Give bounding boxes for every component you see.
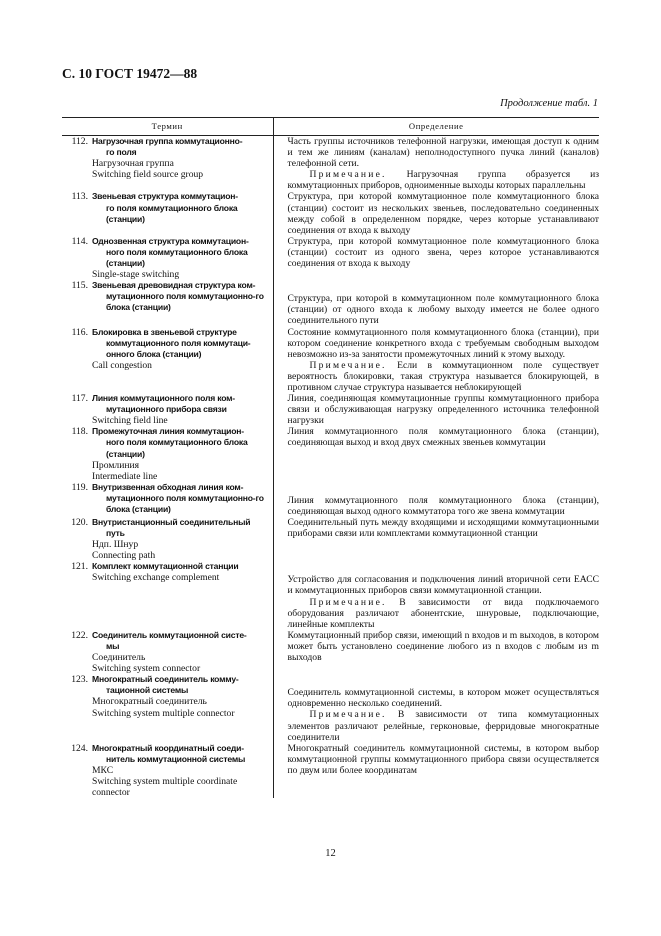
term-synonym: Switching system multiple coordinate connector <box>92 775 238 799</box>
term-name: Внутристанционный соединительный <box>92 517 251 527</box>
term-name-continued: путь <box>106 528 125 539</box>
term-name: Комплект коммутационной станции <box>92 561 239 572</box>
table-body <box>62 136 599 799</box>
term-name-continued: мутационного поля коммутационно-го блока (станции) <box>106 492 264 514</box>
definition-text: Часть группы источников телефонной нагрузки, имеющая доступ к одним и тем же линиям (каналам) неполнодоступного пучка линий (каналов) телефонной сети. <box>287 136 599 170</box>
term-name-continued: мутационного поля коммутационно-го блока (станции) <box>106 291 264 313</box>
definition-cell <box>273 630 599 674</box>
term-name-continued: ного поля коммутационного блока (станции) <box>106 246 248 269</box>
definition-cell <box>273 561 599 629</box>
table-row <box>62 191 599 235</box>
definition-cell <box>273 280 599 326</box>
term-number: 117. <box>71 393 88 405</box>
definition-text: Линия коммутационного поля коммутационного блока (станции), соединяющая выход одного коммутатора того же звена коммутации <box>287 494 599 517</box>
term-synonym: Switching exchange complement <box>92 572 220 584</box>
term-synonym: Intermediate line <box>92 470 158 482</box>
note-text: Если в коммутационном поле существует вероятность блокировки, такая структура называется блокирующей, в противном случае структура называется неблокирующей <box>287 359 599 393</box>
table-row <box>62 482 599 517</box>
term-synonym: Switching field source group <box>92 169 204 181</box>
term-cell <box>62 426 273 481</box>
term-name-continued: го поля коммутационного блока (станции) <box>106 202 238 224</box>
definition-cell <box>273 743 599 798</box>
definition-text: Структура, при которой коммутационное поле коммутационного блока (станции) состоит из одного звена, через которое устанавливаются соединения от входа к выходу <box>287 235 599 270</box>
definition-cell <box>273 674 599 742</box>
term-number: 120. <box>71 517 88 528</box>
definition-text: Соединитель коммутационной системы, в котором может осуществляться одновременно несколько соединений. <box>287 687 599 710</box>
table-row <box>62 236 599 280</box>
term-number: 116. <box>71 326 88 338</box>
note-label: Примечание. <box>309 169 387 181</box>
term-name-continued: нитель коммутационной системы <box>106 753 246 764</box>
table-row <box>62 517 599 561</box>
definition-note <box>288 597 600 630</box>
term-number: 119. <box>71 481 88 493</box>
note-label: Примечание. <box>309 359 387 371</box>
term-name: Линия коммутационного поля ком- <box>92 393 235 404</box>
term-synonym: Switching system connector <box>92 663 201 675</box>
definition-text: Коммутационный прибор связи, имеющий n входов и m выходов, в котором может быть установлено соединение любого из n входов с любым из m выходов <box>287 629 599 664</box>
definition-text: Многократный соединитель коммутационной системы, в котором выбор коммутационной группы коммутационного прибора связи осуществляется по двум или более координатам <box>287 742 599 776</box>
term-name-continued: тационной системы <box>106 685 189 696</box>
definition-note <box>288 709 600 742</box>
table-row <box>62 674 599 742</box>
term-number: 114. <box>71 235 88 247</box>
term-name: Блокировка в звеньевой структуре <box>92 326 237 337</box>
table-caption: Продолжение табл. 1 <box>500 98 598 109</box>
definition-text: Структура, при которой коммутационное поле коммутационного блока (станции) состоит из нескольких звеньев, последовательно соединенных между собой в определенном порядке, через которые устанавливают соединения от входа к выходу <box>287 191 599 236</box>
term-number: 122. <box>71 629 88 641</box>
term-cell <box>62 561 273 629</box>
table-row <box>62 561 599 629</box>
definition-cell <box>273 482 599 517</box>
term-cell <box>62 136 273 192</box>
definition-text: Соединительный путь между входящими и исходящими коммутационными приборами связи или комплектами коммутационной станции <box>287 517 599 540</box>
definition-column-header: Определение <box>273 118 599 136</box>
term-synonym: Соединитель <box>92 652 146 664</box>
note-text: В зависимости от вида подключаемого оборудования различают абонентские, шнуровые, подключающие, линейные комплекты <box>287 596 599 630</box>
term-synonym: Ндп. Шнур <box>92 539 139 551</box>
term-cell <box>62 743 273 798</box>
term-synonym: МКС <box>92 764 114 776</box>
term-name-continued: го поля <box>106 147 137 158</box>
note-label: Примечание. <box>309 596 387 608</box>
term-synonym: Промлиния <box>92 459 140 471</box>
term-number: 115. <box>71 280 88 292</box>
table-row <box>62 280 599 326</box>
term-column-header: Термин <box>62 118 273 136</box>
table-row <box>62 630 599 674</box>
term-synonym: Switching system multiple connector <box>92 707 235 719</box>
term-cell <box>62 393 273 426</box>
term-synonym: Single-stage switching <box>92 269 180 281</box>
term-name: Звеньевая древовидная структура ком- <box>92 280 256 291</box>
term-name: Звеньевая структура коммутацион- <box>92 191 238 202</box>
table-row <box>62 743 599 798</box>
definition-cell <box>273 136 599 192</box>
table-row <box>62 327 599 394</box>
term-cell <box>62 280 273 326</box>
term-name: Многократный соединитель комму- <box>92 674 239 685</box>
term-synonym: Call congestion <box>92 359 152 371</box>
definition-cell <box>273 426 599 481</box>
definition-cell <box>273 191 599 235</box>
table-row <box>62 393 599 426</box>
term-cell <box>62 482 273 517</box>
term-number: 113. <box>71 191 88 203</box>
definition-text: Линия коммутационного поля коммутационного блока (станции), соединяющая выход и вход двух смежных звеньев коммутации <box>287 426 599 449</box>
definition-note <box>288 169 600 191</box>
page-header: С. 10 ГОСТ 19472—88 <box>62 66 198 81</box>
term-number: 112. <box>71 136 88 147</box>
term-name-continued: коммутационного поля коммутаци-онного блока (станции) <box>106 337 251 359</box>
definition-cell <box>273 236 599 280</box>
term-synonym: Connecting path <box>92 550 156 562</box>
page-number: 12 <box>325 848 336 859</box>
definition-note <box>288 360 600 393</box>
table-header-row <box>62 118 599 136</box>
definition-text: Линия, соединяющая коммутационные группы коммутационного прибора связи и обслуживающая нагрузку определенного источника телефонной нагрузки <box>287 393 599 427</box>
term-name-continued: ного поля коммутационного блока (станции) <box>106 437 248 459</box>
note-text: В зависимости от типа коммутационных элементов различают релейные, герконовые, ферридовые многократные соединители <box>287 709 599 743</box>
term-name: Многократный координатный соеди- <box>92 742 244 753</box>
note-label: Примечание. <box>309 709 387 721</box>
term-synonym: Многократный соединитель <box>92 696 207 708</box>
term-cell <box>62 630 273 674</box>
definition-cell <box>273 517 599 561</box>
term-name-continued: мы <box>106 640 120 651</box>
term-cell <box>62 674 273 742</box>
definition-cell <box>273 393 599 426</box>
definition-text: Состояние коммутационного поля коммутационного блока (станции), при котором соединение конкретного входа с требуемым свободным выходом невозможно из-за занятости промежуточных линий к этому выходу. <box>287 326 599 360</box>
definition-text: Устройство для согласования и подключения линий вторичной сети ЕАСС и коммутационных приборов связи коммутационной станции. <box>287 574 599 597</box>
term-number: 121. <box>71 561 88 573</box>
term-name: Соединитель коммутационной систе- <box>92 629 247 640</box>
term-cell <box>62 236 273 280</box>
term-name: Промежуточная линия коммутацион- <box>92 426 244 437</box>
term-cell <box>62 517 273 561</box>
table-row <box>62 426 599 481</box>
term-cell <box>62 327 273 394</box>
term-synonym: Нагрузочная группа <box>92 158 174 170</box>
term-name: Внутризвенная обходная линия ком- <box>92 481 244 492</box>
term-cell <box>62 191 273 235</box>
definition-text: Структура, при которой в коммутационном поле коммутационного блока (станции) от одного входа к любому выходу имеется не более одного соединительного пути <box>287 293 599 327</box>
term-number: 123. <box>71 674 88 686</box>
terms-table <box>62 117 599 798</box>
term-synonym: Switching field line <box>92 415 168 427</box>
table-row <box>62 136 599 192</box>
term-name: Нагрузочная группа коммутационно- <box>92 136 243 146</box>
note-text: Нагрузочная группа образуется из коммутационных приборов, одноименные выходы которых параллельны <box>287 169 599 192</box>
term-name-continued: мутационного прибора связи <box>106 404 227 415</box>
term-name: Однозвенная структура коммутацион- <box>92 235 249 246</box>
definition-cell <box>273 327 599 394</box>
term-number: 118. <box>71 426 88 438</box>
term-number: 124. <box>71 742 88 754</box>
